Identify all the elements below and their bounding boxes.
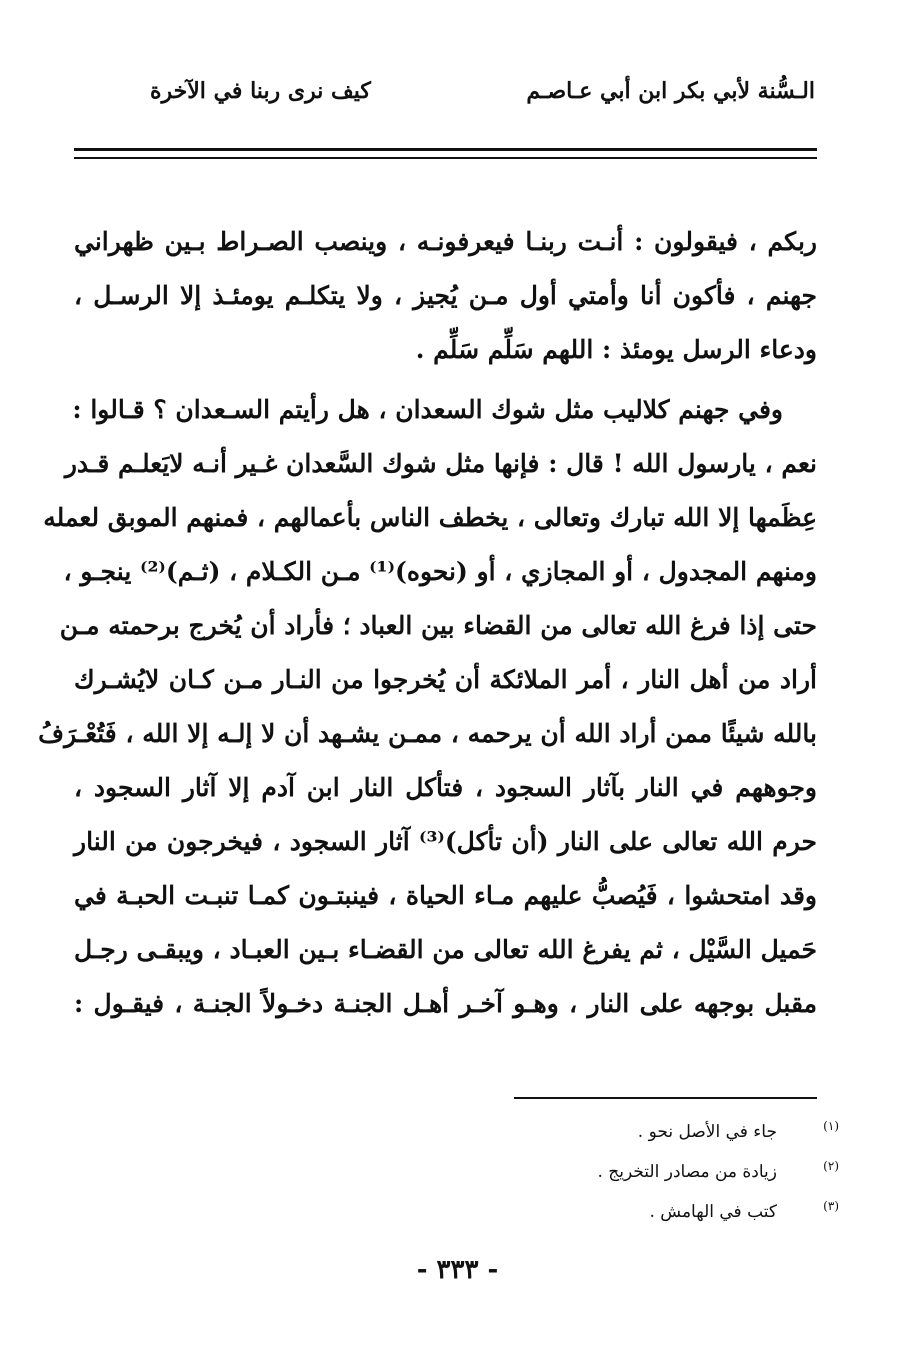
chapter-title: كيف نرى ربنا في الآخرة <box>150 78 371 104</box>
main-text <box>38 215 817 1031</box>
text-line: جهنم ، فأكون أنا وأمتي أول مـن يُجيز ، ولا يتكلـم يومئـذ إلا الرسـل ، <box>74 281 817 310</box>
footnote-rule <box>514 1097 817 1099</box>
footnote-number: (١) <box>823 1119 839 1133</box>
text-line: ودعاء الرسل يومئذ : اللهم سَلِّم سَلِّم . <box>415 335 817 364</box>
text-line: حَميل السَّيْل ، ثم يفرغ الله تعالى من القضـاء بـين العبـاد ، ويبقـى رجـل <box>74 935 817 964</box>
footnote <box>397 1152 839 1192</box>
text-line: وقد امتحشوا ، فَيُصبُّ عليهم مـاء الحياة ، فينبتـون كمـا تنبـت الحبـة في <box>74 881 817 910</box>
text-line: بالله شيئًا ممن أراد الله أن يرحمه ، ممـن يشـهد أن لا إلـه إلا الله ، فَتُعْـرَفُ <box>38 719 817 748</box>
footnote-text: كتب في الهامش . <box>649 1202 777 1222</box>
footnote-text: زيادة من مصادر التخريج . <box>597 1162 777 1182</box>
header-rule-thick <box>74 148 817 151</box>
footnote-number: (٣) <box>823 1199 839 1213</box>
text-line: وفي جهنم كلاليب مثل شوك السعدان ، هل رأيتم السـعدان ؟ قـالوا : <box>72 395 783 424</box>
text-line: ومنهم المجدول ، أو المجازي ، أو (نحوه)⁽¹⁾ مـن الكـلام ، (ثـم)⁽²⁾ ينجـو ، <box>63 557 817 586</box>
page-number: - ٣٣٣ - <box>416 1255 499 1285</box>
header-rule-thin <box>74 157 817 159</box>
footnote <box>397 1112 839 1152</box>
footnote-number: (٢) <box>823 1159 839 1173</box>
running-header <box>150 78 815 118</box>
footnote <box>397 1192 839 1232</box>
text-line: عِظَمها إلا الله تبارك وتعالى ، يخطف الناس بأعمالهم ، فمنهم الموبق لعمله <box>43 503 817 532</box>
text-line: نعم ، يارسول الله ! قال : فإنها مثل شوك السَّعدان غـير أنـه لايَعلـم قـدر <box>64 449 817 478</box>
text-line: وجوههم في النار بآثار السجود ، فتأكل النار ابن آدم إلا آثار السجود ، <box>74 773 817 802</box>
text-line: مقبل بوجهه على النار ، وهـو آخـر أهـل الجنـة دخـولاً الجنـة ، فيقـول : <box>74 989 817 1018</box>
book-title: الـسُّنة لأبي بكر ابن أبي عـاصـم <box>526 78 815 104</box>
footnote-text: جاء في الأصل نحو . <box>637 1122 777 1142</box>
text-line: حرم الله تعالى على النار (أن تأكل)⁽³⁾ آثار السجود ، فيخرجون من النار <box>74 827 817 856</box>
text-line: أراد من أهل النار ، أمر الملائكة أن يُخرجوا من النـار مـن كـان لايُشـرك <box>74 665 817 694</box>
text-line: حتى إذا فرغ الله تعالى من القضاء بين العباد ؛ فأراد أن يُخرج برحمته مـن <box>59 611 817 640</box>
text-line: ربكم ، فيقولون : أنـت ربنـا فيعرفونـه ، وينصب الصـراط بـين ظهراني <box>74 227 817 256</box>
footnotes <box>397 1112 839 1232</box>
